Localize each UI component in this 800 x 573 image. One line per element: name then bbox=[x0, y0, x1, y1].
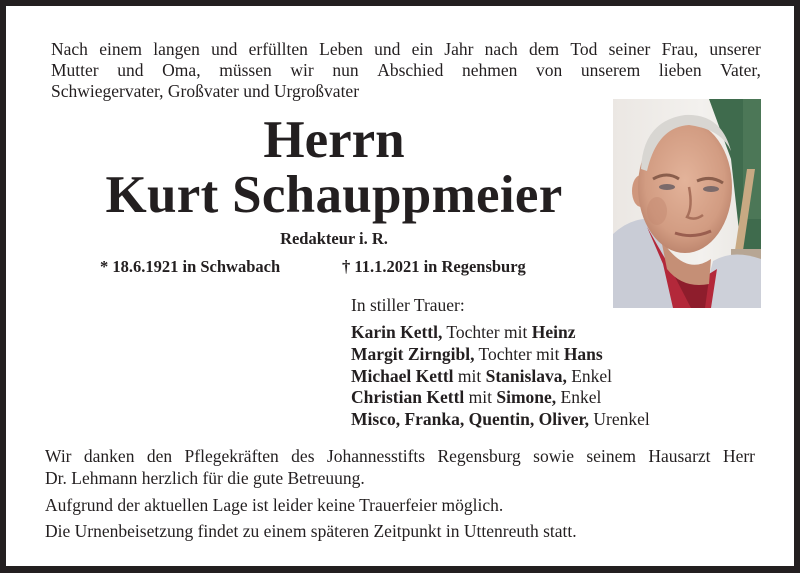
salutation: Herrn bbox=[263, 111, 405, 169]
mourner-name: Simone, bbox=[496, 387, 557, 408]
obituary-notice bbox=[6, 6, 794, 566]
mourner-name: Michael Kettl bbox=[351, 365, 454, 386]
mourning-heading: In stiller Trauer: bbox=[351, 295, 465, 315]
mourner-entry bbox=[351, 387, 601, 408]
burial-notice: Die Urnenbeisetzung findet zu einem späteren Zeitpunkt in Uttenreuth statt. bbox=[45, 521, 577, 541]
word: unserer bbox=[709, 39, 761, 59]
word: Leben bbox=[319, 39, 363, 59]
word: Mutter bbox=[51, 60, 99, 80]
portrait-photo bbox=[613, 99, 761, 308]
mourner-name: Heinz bbox=[531, 322, 576, 342]
mourner-relation: Enkel bbox=[556, 387, 602, 408]
word: nun bbox=[332, 60, 359, 80]
thanks-line-2: Dr. Lehmann herzlich für die gute Betreuung. bbox=[45, 468, 365, 488]
word: von bbox=[536, 60, 563, 80]
word: des bbox=[291, 446, 315, 466]
word: müssen bbox=[219, 60, 272, 80]
word: erfüllten bbox=[248, 39, 308, 59]
word: Oma, bbox=[162, 60, 201, 80]
word: Regensburg bbox=[437, 446, 521, 466]
intro-line-1 bbox=[51, 39, 761, 60]
mourner-entry bbox=[351, 409, 650, 430]
thanks-line-1 bbox=[45, 446, 755, 467]
birth-date: * 18.6.1921 in Schwabach bbox=[100, 257, 281, 276]
word: einem bbox=[99, 39, 142, 59]
word: ein bbox=[411, 39, 434, 59]
word: Wir bbox=[45, 446, 72, 466]
mourner-relation: Urenkel bbox=[589, 409, 650, 430]
mourner-name: Misco, Franka, Quentin, Oliver, bbox=[351, 409, 590, 430]
word: Nach bbox=[51, 39, 88, 59]
mourner-entry bbox=[351, 322, 575, 343]
word: wir bbox=[290, 60, 314, 80]
word: nach bbox=[484, 39, 518, 59]
word: langen bbox=[153, 39, 200, 59]
word: seinem bbox=[586, 446, 636, 466]
word: nehmen bbox=[461, 60, 518, 80]
mourner-name: Christian Kettl bbox=[351, 387, 465, 408]
mourner-relation: Tochter mit bbox=[442, 322, 532, 342]
mourner-name: Margit Zirngibl, bbox=[351, 343, 475, 364]
no-ceremony-notice: Aufgrund der aktuellen Lage ist leider keine Trauerfeier möglich. bbox=[45, 495, 504, 515]
deceased-name: Kurt Schauppmeier bbox=[105, 166, 563, 224]
mourner-relation: Tochter mit bbox=[474, 343, 564, 364]
word: seiner bbox=[608, 39, 651, 59]
mourner-entry bbox=[351, 344, 603, 365]
word: unserem bbox=[580, 60, 641, 80]
mourner-name: Stanislava, bbox=[485, 365, 567, 386]
word: und bbox=[117, 60, 144, 80]
occupation: Redakteur i. R. bbox=[280, 229, 388, 248]
word: Frau, bbox=[661, 39, 699, 59]
word: lieben bbox=[658, 60, 702, 80]
death-date: † 11.1.2021 in Regensburg bbox=[342, 257, 526, 276]
mourner-name: Karin Kettl, bbox=[351, 322, 443, 342]
word: danken bbox=[83, 446, 135, 466]
word: und bbox=[374, 39, 401, 59]
word: und bbox=[211, 39, 238, 59]
mourner-name: Hans bbox=[563, 343, 603, 364]
word: sowie bbox=[533, 446, 574, 466]
word: Tod bbox=[570, 39, 598, 59]
word: Vater, bbox=[720, 60, 761, 80]
word: dem bbox=[528, 39, 560, 59]
portrait-image bbox=[613, 99, 761, 308]
intro-line-2 bbox=[51, 60, 761, 81]
mourner-entry bbox=[351, 366, 612, 387]
intro-line-3: Schwiegervater, Großvater und Urgroßvater bbox=[51, 81, 360, 101]
mourner-relation: Enkel bbox=[566, 365, 613, 386]
mourner-relation: mit bbox=[453, 365, 486, 386]
word: Herr bbox=[722, 446, 755, 466]
word: Johannesstifts bbox=[326, 446, 426, 466]
word: Abschied bbox=[377, 60, 444, 80]
word: den bbox=[146, 446, 173, 466]
mourner-relation: mit bbox=[464, 387, 497, 408]
word: Hausarzt bbox=[648, 446, 711, 466]
word: Pflegekräften bbox=[184, 446, 279, 466]
word: Jahr bbox=[444, 39, 474, 59]
